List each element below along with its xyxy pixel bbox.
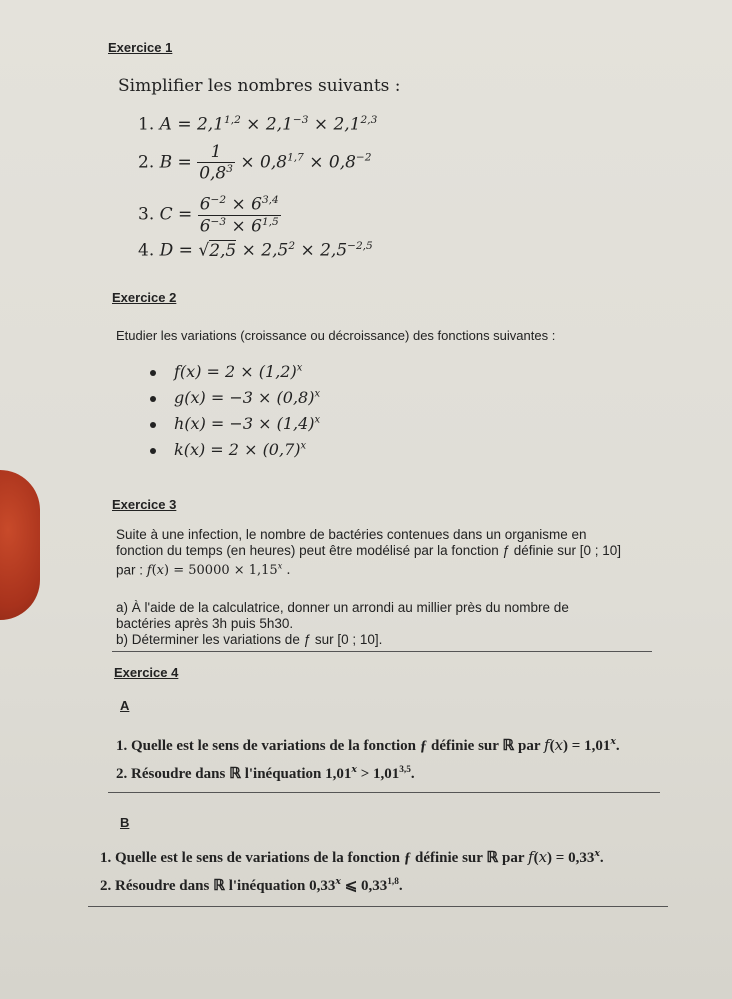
base: 0,33	[361, 878, 388, 894]
numerator: 1	[197, 142, 235, 163]
question-text: 1. Quelle est le sens de variations de la fonction ƒ définie sur ℝ par	[100, 850, 525, 866]
exp: 3	[226, 163, 233, 175]
ex1-item-a: 1. $A = 2,1^{1,2} \times 2,1^{-3} \times 2,1^{2,3}$	[138, 114, 378, 135]
base: 0,8	[260, 152, 288, 173]
fn-name: f	[174, 362, 180, 381]
ex2-function-h: $h(x) = -3 \times (1,4)^x$	[150, 414, 320, 433]
base: 6	[251, 194, 262, 215]
ex4-a-question-2: 2. Résoudre dans ℝ l'inéquation $1,01^x > 1,01^{3,5}$.	[116, 764, 415, 782]
denominator	[197, 163, 235, 184]
bullet-icon	[150, 422, 156, 428]
divider	[112, 651, 652, 652]
base: 0,33	[309, 878, 336, 894]
base: (0,7)	[262, 440, 301, 459]
base: 2,1	[196, 114, 225, 135]
numerator: $6^{-2} \times 6^{3,4}$	[199, 194, 279, 215]
ex3-para-line-2: fonction du temps (en heures) peut être modélisé par la fonction ƒ définie sur [0 ; 10]	[116, 543, 622, 558]
var-name: B	[159, 152, 173, 173]
ex2-function-f: $f(x) = 2 \times (1,2)^x$	[150, 362, 302, 381]
item-number: 3.	[138, 204, 155, 225]
exp: −2,5	[347, 240, 373, 252]
base: 1,01	[373, 766, 400, 782]
item-number: 1.	[138, 114, 155, 135]
finger-thumb	[0, 470, 40, 620]
bullet-icon	[150, 370, 156, 376]
ex1-item-c: 3. C = $\frac{6^{-2} \times 6^{3,4}}{6^{-3} \times 6^{1,5}}$	[138, 194, 279, 237]
ex4-title: Exercice 4	[114, 665, 179, 680]
fn-name: k	[174, 440, 184, 459]
divider	[108, 792, 660, 793]
sqrt-icon: √	[198, 240, 210, 261]
base: 2,5	[261, 240, 289, 261]
fraction	[198, 194, 281, 236]
ex2-function-k: $k(x) = 2 \times (0,7)^x$	[150, 440, 306, 459]
coef: 2	[228, 440, 239, 459]
ex4-a-question-1: 1. Quelle est le sens de variations de la fonction ƒ définie sur ℝ par $f(x) = 1,01^x$.	[116, 736, 620, 754]
bullet-icon	[150, 396, 156, 402]
base: 1,01	[584, 738, 611, 754]
denominator: $6^{-3} \times 6^{1,5}$	[199, 215, 279, 237]
exp: −3	[292, 114, 309, 126]
ex1-title: Exercice 1	[108, 40, 173, 55]
coef: −3	[229, 414, 253, 433]
ex4-b-question-2: 2. Résoudre dans ℝ l'inéquation 0,33$^x$ ⩽ 0,33$^{1,8}$.	[100, 876, 403, 894]
ex1-intro: Simplifier les nombres suivants :	[118, 76, 401, 96]
base: 6	[251, 216, 262, 237]
var-name: C	[159, 204, 173, 225]
base: (0,8)	[276, 388, 315, 407]
var-name: A	[159, 114, 172, 135]
exp: 3,5	[399, 765, 411, 775]
ex3-question-b: b) Déterminer les variations de ƒ sur [0 ; 10].	[116, 632, 383, 647]
base: (1,4)	[276, 414, 315, 433]
ex1-item-b: 2. B = $\frac{1}{0,8^3}$ × $0,8^{1,7} \times 0,8^{-2}$	[138, 142, 372, 184]
var-name: D	[159, 240, 174, 261]
exp: 2,3	[360, 114, 378, 126]
base: 0,8	[328, 152, 356, 173]
exp: 1,8	[387, 877, 399, 887]
ex3-para-line-3: par : $f(x) = 50000 \times 1,15^x$ .	[116, 562, 291, 579]
base: 0,33	[568, 850, 595, 866]
ex4-part-b-label: B	[120, 815, 130, 830]
ex2-title: Exercice 2	[112, 290, 177, 305]
ex2-function-g: $g(x) = -3 \times (0,8)^x$	[150, 388, 320, 407]
ex3-question-a-line-1: a) À l'aide de la calculatrice, donner un arrondi au millier près du nombre de	[116, 600, 569, 615]
exp: −2	[355, 151, 372, 164]
ex3-para-line-1: Suite à une infection, le nombre de bactéries contenues dans un organisme en	[116, 527, 587, 542]
exp: 3,4	[261, 194, 279, 206]
fn-name: g	[174, 388, 185, 407]
ex4-part-a-label: A	[120, 698, 130, 713]
formula: 50000 × 1,15	[188, 563, 278, 579]
exp: 1,5	[261, 215, 279, 228]
ex4-b-question-1: 1. Quelle est le sens de variations de la fonction ƒ définie sur ℝ par $f(x) = 0,33^x$.	[100, 848, 604, 866]
question-text: 1. Quelle est le sens de variations de la fonction ƒ définie sur ℝ par	[116, 738, 541, 754]
question-text: 2. Résoudre dans ℝ l'inéquation	[100, 878, 306, 894]
base: (1,2)	[258, 362, 297, 381]
fraction	[197, 142, 235, 184]
base: 1,01	[325, 766, 352, 782]
fn-name: h	[174, 414, 185, 433]
exp: 1,2	[224, 114, 241, 126]
question-text: 2. Résoudre dans ℝ l'inéquation	[116, 766, 322, 782]
ex3-question-a-line-2: bactéries après 3h puis 5h30.	[116, 616, 294, 631]
exp: −3	[210, 215, 227, 228]
radicand: 2,5	[209, 240, 237, 261]
par-label: par :	[116, 562, 144, 578]
item-number: 4.	[138, 240, 155, 261]
base: 6	[199, 194, 211, 215]
bullet-icon	[150, 448, 156, 454]
divider	[88, 906, 668, 907]
base: 2,5	[320, 240, 348, 261]
base: 2,1	[265, 114, 293, 135]
exp: 2	[288, 240, 296, 252]
coef: −3	[229, 388, 253, 407]
ex1-item-d: 4. $D = √2,5 \times 2,5^2 \times 2,5^{-2,5}$	[138, 240, 373, 261]
base: 6	[199, 216, 211, 237]
coef: 2	[225, 362, 236, 381]
base: 2,1	[333, 114, 361, 135]
ex3-title: Exercice 3	[112, 497, 177, 512]
item-number: 2.	[138, 152, 155, 173]
base: 0,8	[199, 163, 227, 184]
ex2-intro: Etudier les variations (croissance ou décroissance) des fonctions suivantes :	[116, 328, 556, 343]
exp: −2	[210, 194, 227, 206]
exp: 1,7	[287, 151, 304, 164]
